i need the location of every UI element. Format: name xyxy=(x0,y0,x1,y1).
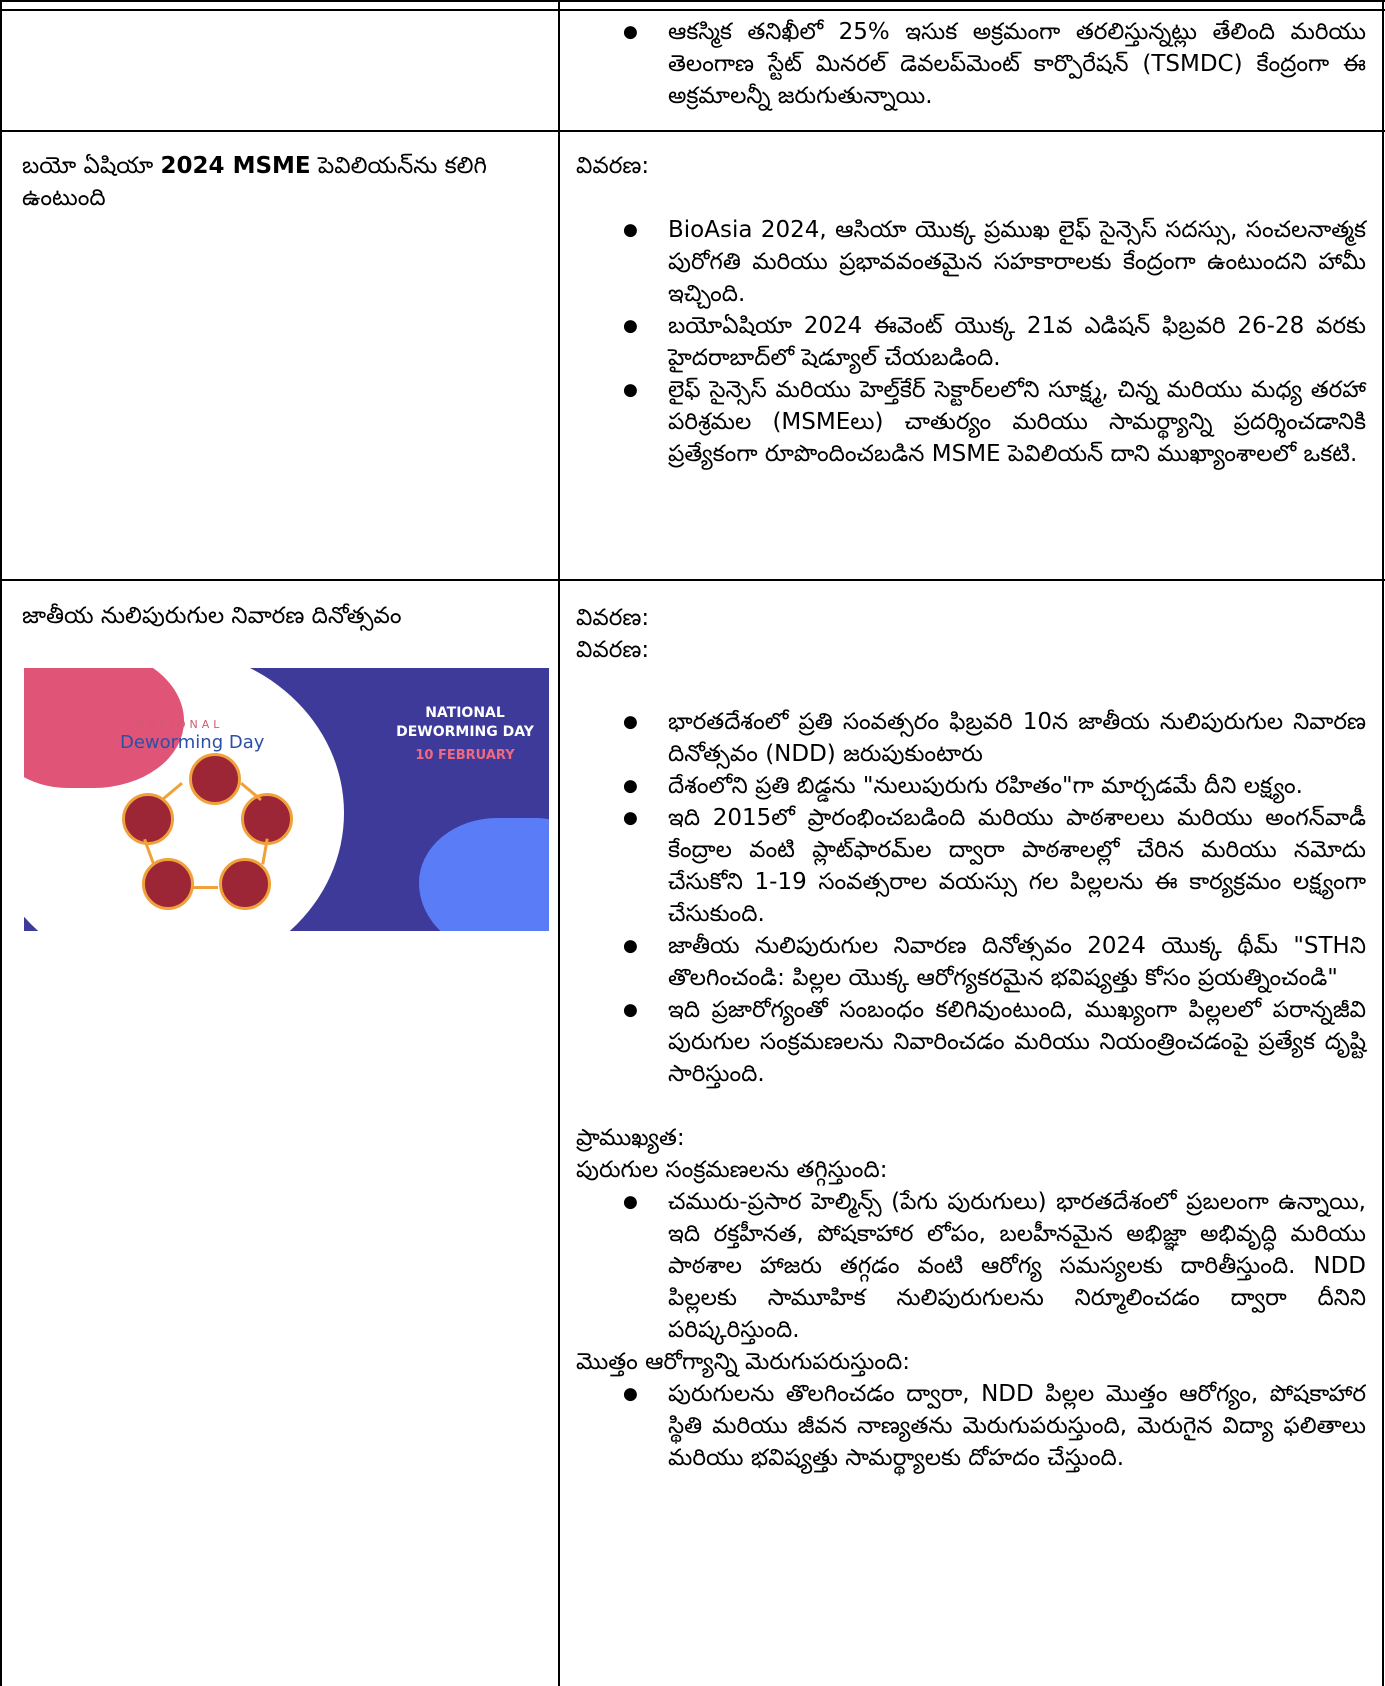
row3-bullet-5: ● ఇది ప్రజారోగ్యంతో సంబంధం కలిగివుంటుంది, ముఖ్యంగా పిల్లలలో పరాన్నజీవి పురుగుల సంక్రమణలను నివారించడం మరియు నియంత్రించడంపై ప్రత్యేక దృష్టి సారిస్తుంది. xyxy=(576,994,1366,1090)
banner-right-title xyxy=(379,704,549,742)
row3-bullet-1: ● భారతదేశంలో ప్రతి సంవత్సరం ఫిబ్రవరి 10న జాతీయ నులిపురుగుల నివారణ దినోత్సవం (NDD) జరుపుకుంటారు xyxy=(576,706,1366,770)
banner-right-line-1: NATIONAL xyxy=(425,705,505,721)
importance-sub1-list xyxy=(576,1186,1366,1346)
deworming-day-banner-image xyxy=(24,668,549,931)
row3-bullet-4: ● జాతీయ నులిపురుగుల నివారణ దినోత్సవం 2024 యొక్క థీమ్ "STHని తొలగించండి: పిల్లల యొక్క ఆరోగ్యకరమైన భవిష్యత్తు కోసం ప్రయత్నించండి" xyxy=(576,930,1366,994)
cycle-node-sick-child-icon xyxy=(219,858,271,910)
table-border-left xyxy=(0,0,2,1686)
row1-bullet-1: ● ఆకస్మిక తనిఖీలో 25% ఇసుక అక్రమంగా తరలిస్తున్నట్లు తేలింది మరియు తెలంగాణ స్టేట్ మినరల్ డెవలప్‌మెంట్ కార్పొరేషన్ (TSMDC) కేంద్రంగా ఈ అక్రమాలన్నీ జరుగుతున్నాయి. xyxy=(576,16,1366,112)
row1-content xyxy=(576,16,1366,112)
row3-bullet-list xyxy=(576,706,1366,1090)
cycle-node-hands-icon xyxy=(122,793,174,845)
row2-bullet-1: ● BioAsia 2024, ఆసియా యొక్క ప్రముఖ లైఫ్ సైన్సెస్ సదస్సు, సంచలనాత్మక పురోగతి మరియు ప్రభావవంతమైన సహకారాలకు కేంద్రంగా ఉంటుందని హామీ ఇచ్చింది. xyxy=(576,214,1366,310)
importance-label: ప్రాముఖ్యత: xyxy=(576,1125,685,1151)
importance-sub2-list xyxy=(576,1378,1366,1474)
importance-subheading-1: పురుగుల సంక్రమణలను తగ్గిస్తుంది: xyxy=(576,1157,888,1183)
cycle-node-child-icon xyxy=(189,753,241,805)
row1-bullet-list xyxy=(576,16,1366,112)
row2-description-label: వివరణ: xyxy=(576,153,650,179)
banner-right-line-2: DEWORMING DAY xyxy=(396,724,534,740)
table-border-top-inner xyxy=(0,9,1385,11)
row3-bullet-2: ● దేశంలోని ప్రతి బిడ్డను "నులుపురుగు రహితం"గా మార్చడమే దీని లక్ష్యం. xyxy=(576,770,1366,802)
importance-sub1-bullet: ● చమురు-ప్రసార హెల్మిన్స్ (పేగు పురుగులు) భారతదేశంలో ప్రబలంగా ఉన్నాయి, ఇది రక్తహీనత, పోషకాహార లోపం, బలహీనమైన అభిజ్ఞా అభివృద్ధి మరియు పాఠశాల హాజరు తగ్గడం వంటి ఆరోగ్య సమస్యలకు దారితీస్తుంది. NDD పిల్లలకు సామూహిక నులిపురుగులను నిర్మూలించడం ద్వారా దీనిని పరిష్కరిస్తుంది. xyxy=(576,1186,1366,1346)
row3-content xyxy=(576,602,1366,1474)
table-border-top xyxy=(0,0,1385,2)
cycle-node-feet-icon xyxy=(142,858,194,910)
row-divider-1 xyxy=(0,130,1385,132)
row2-bullet-list xyxy=(576,214,1366,470)
banner-blue-shape xyxy=(419,818,549,931)
table-border-right xyxy=(1382,0,1384,1686)
banner-date-text: 10 FEBRUARY xyxy=(415,748,515,763)
cycle-arrow-3 xyxy=(192,886,218,889)
column-divider xyxy=(558,0,560,1686)
row2-title-part-2: పెవిలియన్‌ను కలిగి ఉంటుంది xyxy=(22,153,487,211)
row3-description-label-1: వివరణ: xyxy=(576,605,650,631)
cycle-node-worm-icon xyxy=(241,793,293,845)
importance-subheading-2: మొత్తం ఆరోగ్యాన్ని మెరుగుపరుస్తుంది: xyxy=(576,1349,910,1375)
row2-bullet-2: ● బయోఏషియా 2024 ఈవెంట్ యొక్క 21వ ఎడిషన్ ఫిబ్రవరి 26-28 వరకు హైదరాబాద్‌లో షెడ్యూల్ చేయబడింది. xyxy=(576,310,1366,374)
banner-national-text: NATIONAL xyxy=(136,718,224,731)
row2-topic-title xyxy=(22,150,550,214)
row2-title-bold: 2024 MSME xyxy=(160,153,311,179)
row3-description-label-2: వివరణ: xyxy=(576,637,650,663)
row-divider-2 xyxy=(0,579,1385,581)
row2-bullet-3: ● లైఫ్ సైన్సెస్ మరియు హెల్త్‌కేర్ సెక్టార్‌లలోని సూక్ష్మ, చిన్న మరియు మధ్య తరహా పరిశ్రమల (MSMEలు) చాతుర్యం మరియు సామర్థ్యాన్ని ప్రదర్శించడానికి ప్రత్యేకంగా రూపొందించబడిన MSME పెవిలియన్ దాని ముఖ్యాంశాలలో ఒకటి. xyxy=(576,374,1366,470)
row2-content xyxy=(576,150,1366,470)
row2-title-part-1: బయో ఏషియా xyxy=(22,153,161,179)
row3-bullet-3: ● ఇది 2015లో ప్రారంభించబడింది మరియు పాఠశాలలు మరియు అంగన్‌వాడీ కేంద్రాల వంటి ప్లాట్‌ఫారమ్‌ల ద్వారా పాఠశాలల్లో చేరిన మరియు నమోదు చేసుకోని 1-19 సంవత్సరాల వయస్సు గల పిల్లలను ఈ కార్యక్రమం లక్ష్యంగా చేసుకుంది. xyxy=(576,802,1366,930)
banner-deworming-day-text: Deworming Day xyxy=(120,732,265,753)
row3-topic-title: జాతీయ నులిపురుగుల నివారణ దినోత్సవం xyxy=(22,603,402,629)
importance-sub2-bullet: ● పురుగులను తొలగించడం ద్వారా, NDD పిల్లల మొత్తం ఆరోగ్యం, పోషకాహార స్థితి మరియు జీవన నాణ్యతను మెరుగుపరుస్తుంది, మెరుగైన విద్యా ఫలితాలు మరియు భవిష్యత్తు సామర్థ్యాలకు దోహదం చేస్తుంది. xyxy=(576,1378,1366,1474)
